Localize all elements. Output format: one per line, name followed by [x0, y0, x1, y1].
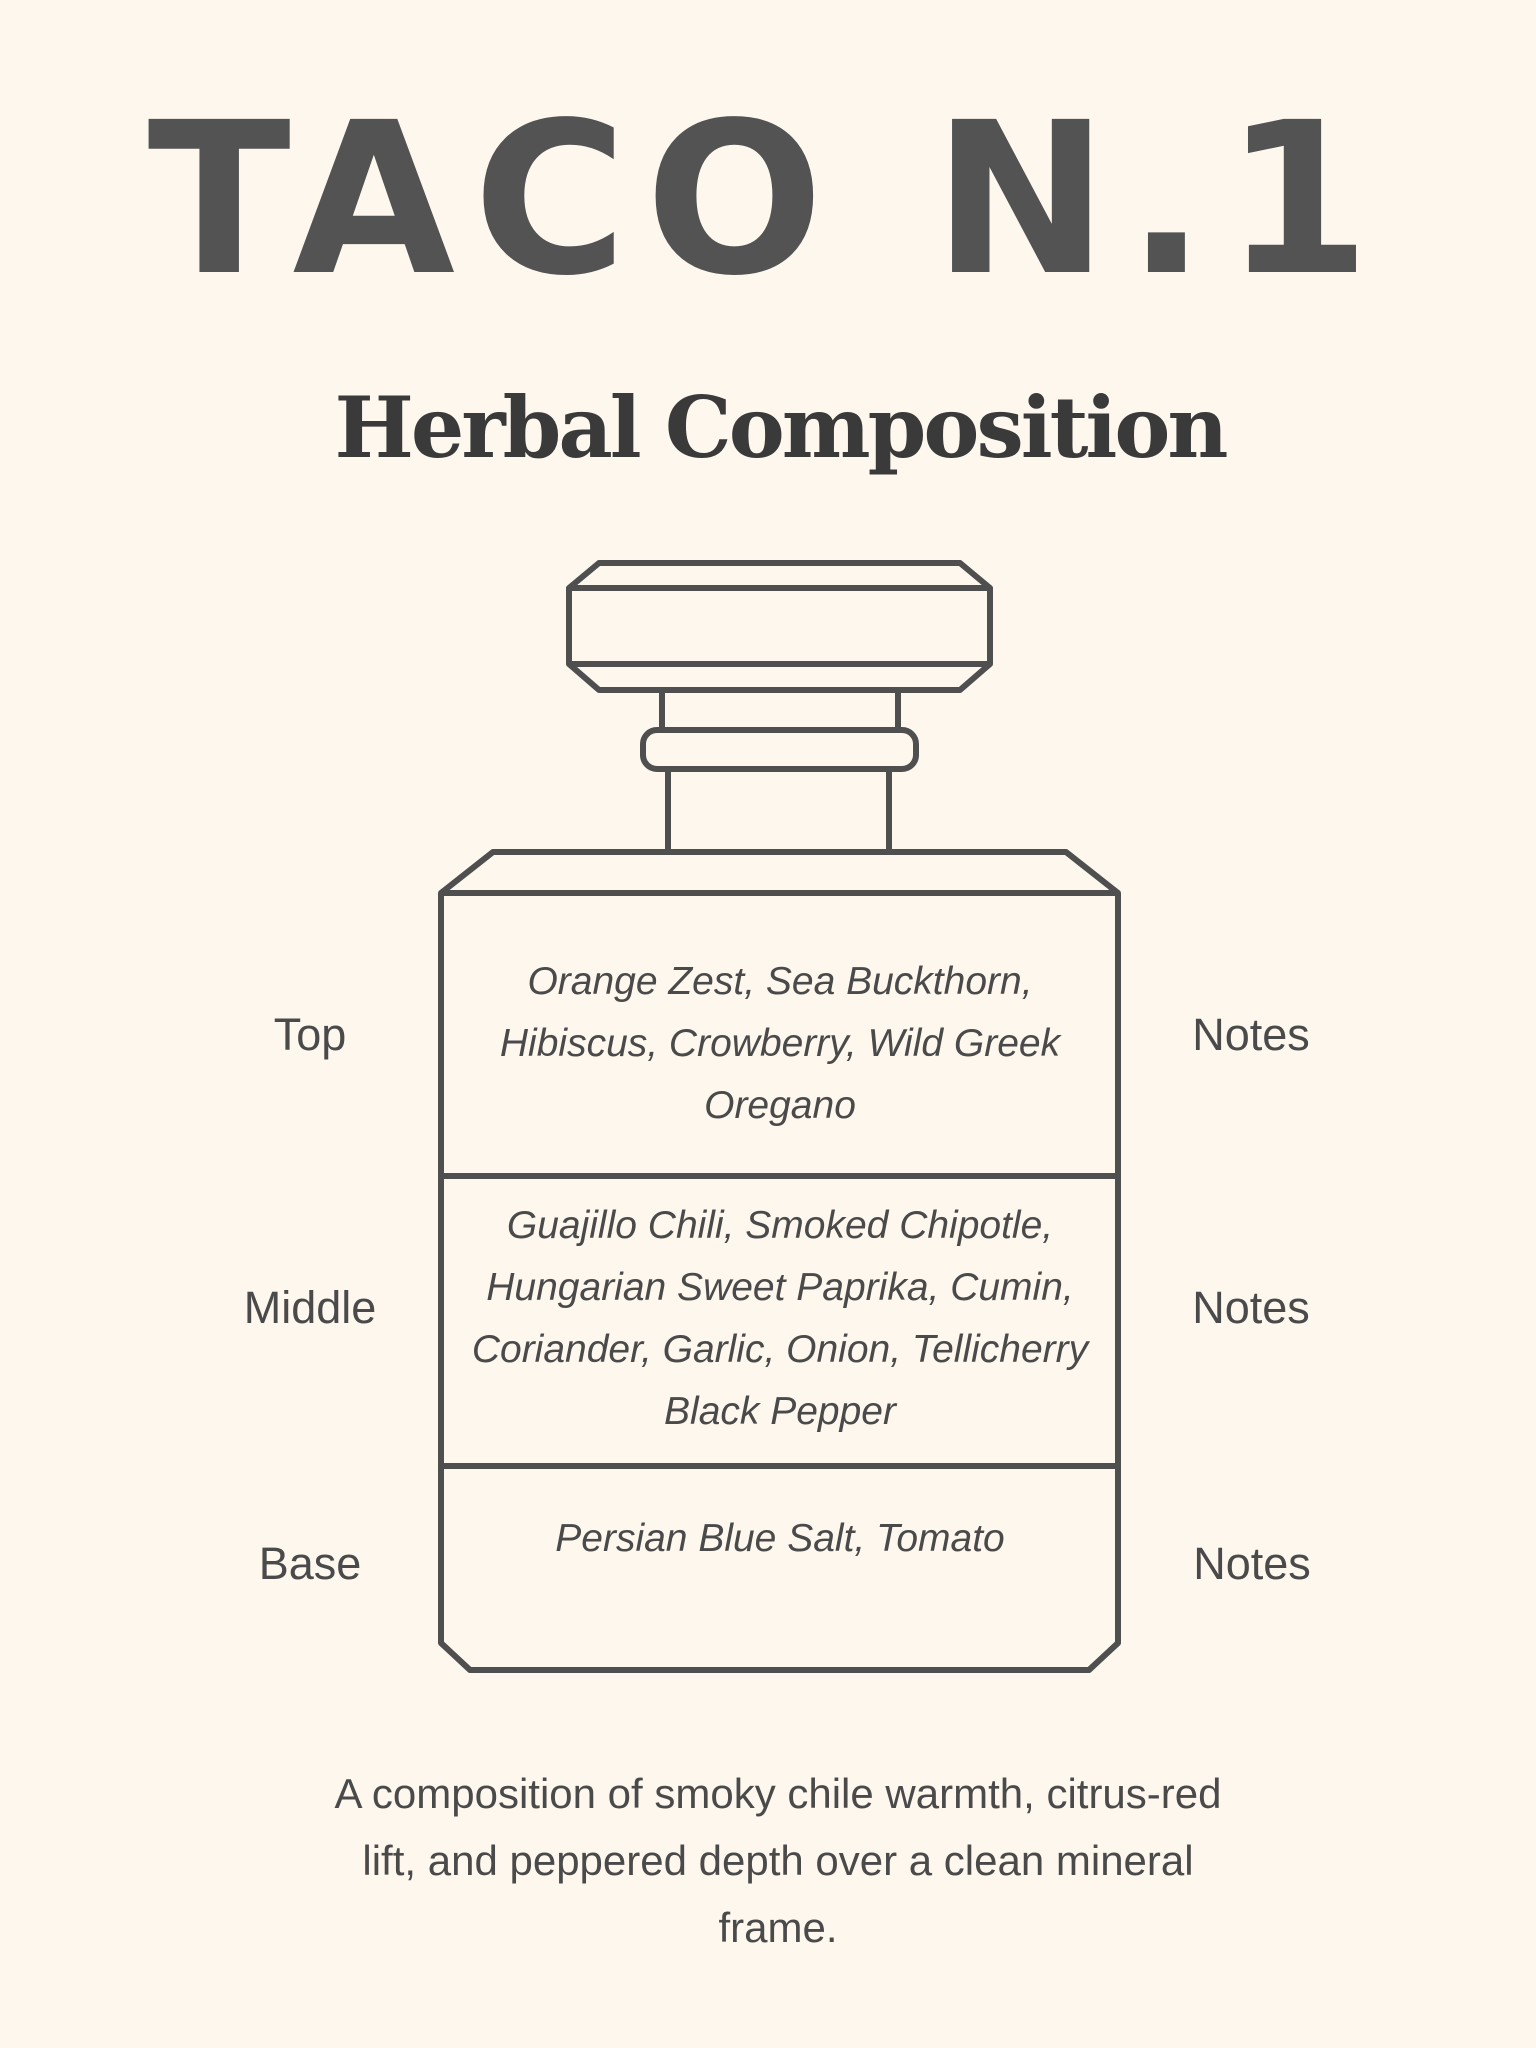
page-subtitle: Herbal Composition [334, 378, 1226, 477]
tier-top-notes: Orange Zest, Sea Buckthorn, Hibiscus, Crowberry, Wild Greek Oregano [499, 960, 1061, 1127]
tier-base-notes: Persian Blue Salt, Tomato [555, 1517, 1005, 1560]
tier-base-label: Base [258, 1538, 362, 1589]
tier-middle-label: Middle [243, 1282, 377, 1333]
bottle-cap [569, 563, 990, 690]
tier-middle-notes-label: Notes [1192, 1282, 1310, 1333]
tier-top-notes-label: Notes [1192, 1009, 1310, 1060]
tier-base-notes-label: Notes [1193, 1538, 1311, 1589]
composition-description: A composition of smoky chile warmth, citrus-red lift, and peppered depth over a clean mineral frame. [334, 1770, 1222, 1951]
tier-top-label: Top [273, 1009, 347, 1060]
tier-middle-notes: Guajillo Chili, Smoked Chipotle, Hungarian Sweet Paprika, Cumin, Coriander, Garlic, Onion, Tellicherry Black Pepper [471, 1204, 1089, 1433]
product-title: TACO N.1 [147, 77, 1389, 322]
bottle-collar [643, 730, 916, 769]
